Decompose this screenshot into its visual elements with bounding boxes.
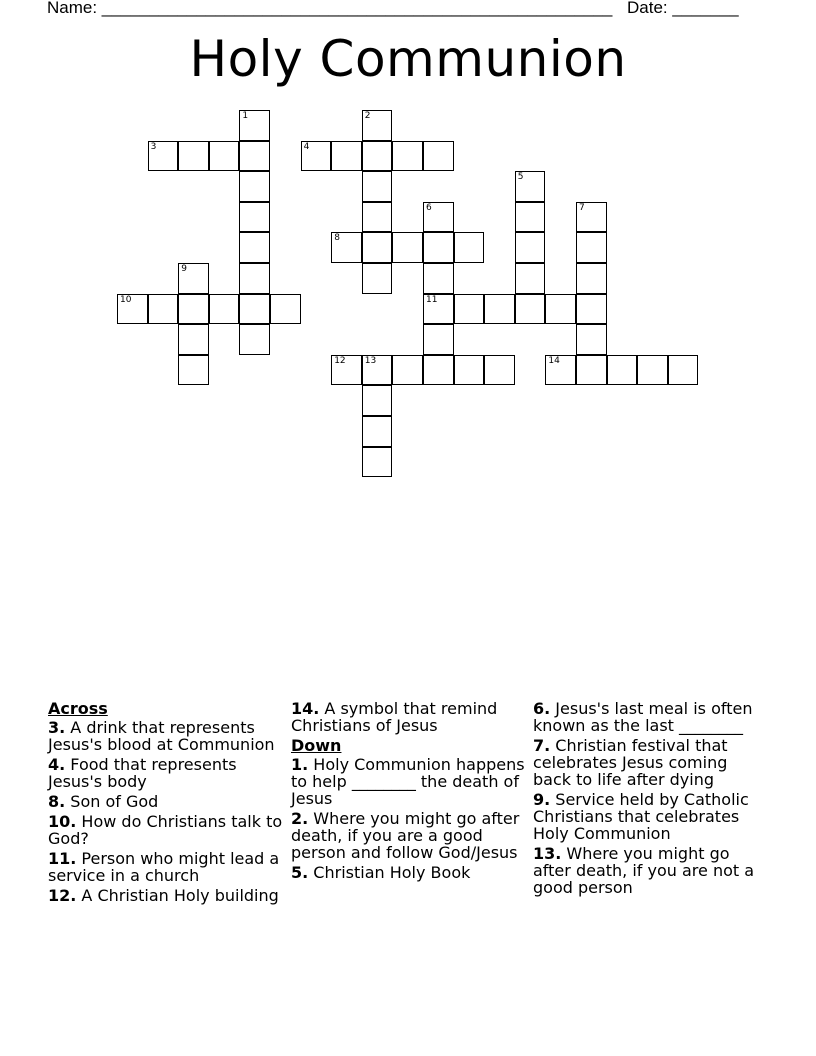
clue-number-label: 11: [426, 294, 438, 305]
crossword-cell[interactable]: [454, 355, 485, 386]
crossword-cell-4[interactable]: [301, 141, 332, 172]
crossword-cell-12[interactable]: [331, 355, 362, 386]
crossword-cell[interactable]: [576, 263, 607, 294]
crossword-cell[interactable]: [668, 355, 699, 386]
crossword-cell-1[interactable]: [239, 110, 270, 141]
clue-text: Jesus's last meal is often known as the last ________: [533, 699, 753, 735]
crossword-cell[interactable]: [270, 294, 301, 325]
clue-item: [48, 813, 284, 847]
crossword-grid: [0, 0, 816, 500]
crossword-cell[interactable]: [362, 447, 393, 478]
clue-number-label: 12: [334, 355, 346, 366]
clue-text: Christian festival that celebrates Jesus coming back to life after dying: [533, 736, 728, 789]
down-clue-list: [291, 756, 527, 881]
clue-number-label: 5: [517, 172, 524, 183]
clue-text: Christian Holy Book: [308, 863, 471, 882]
crossword-cell[interactable]: [515, 232, 546, 263]
crossword-cell[interactable]: [362, 385, 393, 416]
clue-number-label: 13: [364, 355, 377, 366]
crossword-cell[interactable]: [423, 263, 454, 294]
clue-item: [533, 845, 769, 896]
crossword-cell-13[interactable]: [362, 355, 393, 386]
crossword-cell-5[interactable]: [515, 171, 546, 202]
crossword-cell[interactable]: [362, 141, 393, 172]
crossword-cell-11[interactable]: [423, 294, 454, 325]
clue-text: Where you might go after death, if you are a good person and follow God/Jesus: [291, 809, 520, 862]
crossword-cell[interactable]: [392, 355, 423, 386]
crossword-cell-3[interactable]: [148, 141, 179, 172]
clue-number: 7.: [533, 736, 551, 755]
crossword-cell[interactable]: [178, 141, 209, 172]
clue-number: 13.: [533, 844, 562, 863]
crossword-cell[interactable]: [515, 263, 546, 294]
clue-number: 11.: [48, 849, 77, 868]
clue-item: [291, 700, 527, 734]
clue-text: How do Christians talk to God?: [48, 812, 283, 848]
crossword-cell[interactable]: [331, 141, 362, 172]
clue-item: [48, 887, 284, 904]
clue-text: A drink that represents Jesus's blood at Communion: [48, 718, 275, 754]
crossword-cell[interactable]: [362, 171, 393, 202]
crossword-cell[interactable]: [209, 141, 240, 172]
clue-number-label: 8: [334, 233, 340, 244]
crossword-cell[interactable]: [545, 294, 576, 325]
crossword-cell[interactable]: [178, 324, 209, 355]
clue-item: [533, 791, 769, 842]
clue-number: 10.: [48, 812, 77, 831]
crossword-cell[interactable]: [637, 355, 668, 386]
crossword-cell[interactable]: [239, 232, 270, 263]
clue-item: [533, 700, 769, 734]
clue-number: 9.: [533, 790, 551, 809]
down-clue-list-continued: [533, 700, 769, 896]
clue-number: 1.: [291, 755, 309, 774]
crossword-cell-9[interactable]: [178, 263, 209, 294]
crossword-cell[interactable]: [362, 416, 393, 447]
crossword-cell[interactable]: [515, 202, 546, 233]
clue-item: [533, 737, 769, 788]
crossword-cell[interactable]: [423, 232, 454, 263]
across-heading: Across: [48, 699, 108, 718]
clue-number: 12.: [48, 886, 77, 905]
clue-number-label: 4: [303, 141, 310, 152]
crossword-cell-10[interactable]: [117, 294, 148, 325]
crossword-cell[interactable]: [392, 232, 423, 263]
clue-text: Service held by Catholic Christians that celebrates Holy Communion: [533, 790, 749, 843]
crossword-cell[interactable]: [515, 294, 546, 325]
crossword-cell[interactable]: [362, 202, 393, 233]
clues-column-2: [291, 700, 527, 884]
clue-number-label: 14: [548, 355, 560, 366]
date-field-line: Date: _______: [627, 0, 739, 17]
crossword-cell[interactable]: [148, 294, 179, 325]
clue-item: [48, 850, 284, 884]
clue-text: Son of God: [65, 792, 159, 811]
clue-number-label: 7: [579, 202, 585, 213]
page-title: Holy Communion: [189, 30, 627, 88]
crossword-cell[interactable]: [362, 263, 393, 294]
clues-column-1: [48, 700, 284, 907]
crossword-cell[interactable]: [392, 141, 423, 172]
crossword-cell[interactable]: [239, 324, 270, 355]
crossword-cell-2[interactable]: [362, 110, 393, 141]
crossword-cell[interactable]: [423, 355, 454, 386]
clue-item: [48, 756, 284, 790]
crossword-cell[interactable]: [423, 141, 454, 172]
clue-number: 6.: [533, 699, 551, 718]
crossword-cell-7[interactable]: [576, 202, 607, 233]
clue-item: [291, 810, 527, 861]
crossword-cell[interactable]: [209, 294, 240, 325]
name-field-line: Name: ______________________________________________________: [47, 0, 613, 17]
clue-number-label: 9: [181, 264, 187, 274]
crossword-cell[interactable]: [576, 232, 607, 263]
crossword-cell[interactable]: [576, 294, 607, 325]
clue-number: 4.: [48, 755, 66, 774]
clue-item: [48, 719, 284, 753]
down-heading: Down: [291, 736, 342, 755]
clue-number-label: 2: [364, 111, 371, 121]
clue-number: 8.: [48, 792, 66, 811]
crossword-cell[interactable]: [423, 324, 454, 355]
crossword-cell[interactable]: [239, 294, 270, 325]
crossword-cell-14[interactable]: [545, 355, 576, 386]
across-clue-list: [48, 719, 284, 904]
clue-text: A Christian Holy building: [76, 886, 279, 905]
clue-text: Holy Communion happens to help ________ the death of Jesus: [291, 755, 525, 808]
clue-text: Person who might lead a service in a church: [48, 849, 280, 885]
clue-number: 3.: [48, 718, 66, 737]
clue-text: Food that represents Jesus's body: [48, 755, 237, 791]
clue-number-label: 3: [150, 141, 157, 152]
crossword-cell[interactable]: [239, 141, 270, 172]
crossword-cell[interactable]: [607, 355, 638, 386]
across-clue-list-continued: [291, 700, 527, 734]
clue-number: 14.: [291, 699, 320, 718]
crossword-cell[interactable]: [454, 232, 485, 263]
crossword-cell[interactable]: [239, 263, 270, 294]
clue-text: Where you might go after death, if you are not a good person: [533, 844, 755, 897]
clue-item: [291, 864, 527, 881]
clue-item: [48, 793, 284, 810]
clue-item: [291, 756, 527, 807]
crossword-cell[interactable]: [239, 202, 270, 233]
crossword-cell[interactable]: [239, 171, 270, 202]
clue-number-label: 1: [242, 111, 249, 121]
crossword-cell-8[interactable]: [331, 232, 362, 263]
crossword-cell[interactable]: [484, 355, 515, 386]
crossword-cell[interactable]: [178, 355, 209, 386]
clue-number-label: 10: [120, 294, 132, 305]
crossword-cell[interactable]: [454, 294, 485, 325]
crossword-cell[interactable]: [484, 294, 515, 325]
crossword-cell[interactable]: [576, 324, 607, 355]
crossword-cell[interactable]: [178, 294, 209, 325]
clues-column-3: [533, 700, 769, 899]
clue-number-label: 6: [426, 202, 432, 213]
clue-text: A symbol that remind Christians of Jesus: [291, 699, 498, 735]
clue-number: 5.: [291, 863, 309, 882]
clue-number: 2.: [291, 809, 309, 828]
crossword-cell-6[interactable]: [423, 202, 454, 233]
crossword-cell[interactable]: [576, 355, 607, 386]
crossword-cell[interactable]: [362, 232, 393, 263]
